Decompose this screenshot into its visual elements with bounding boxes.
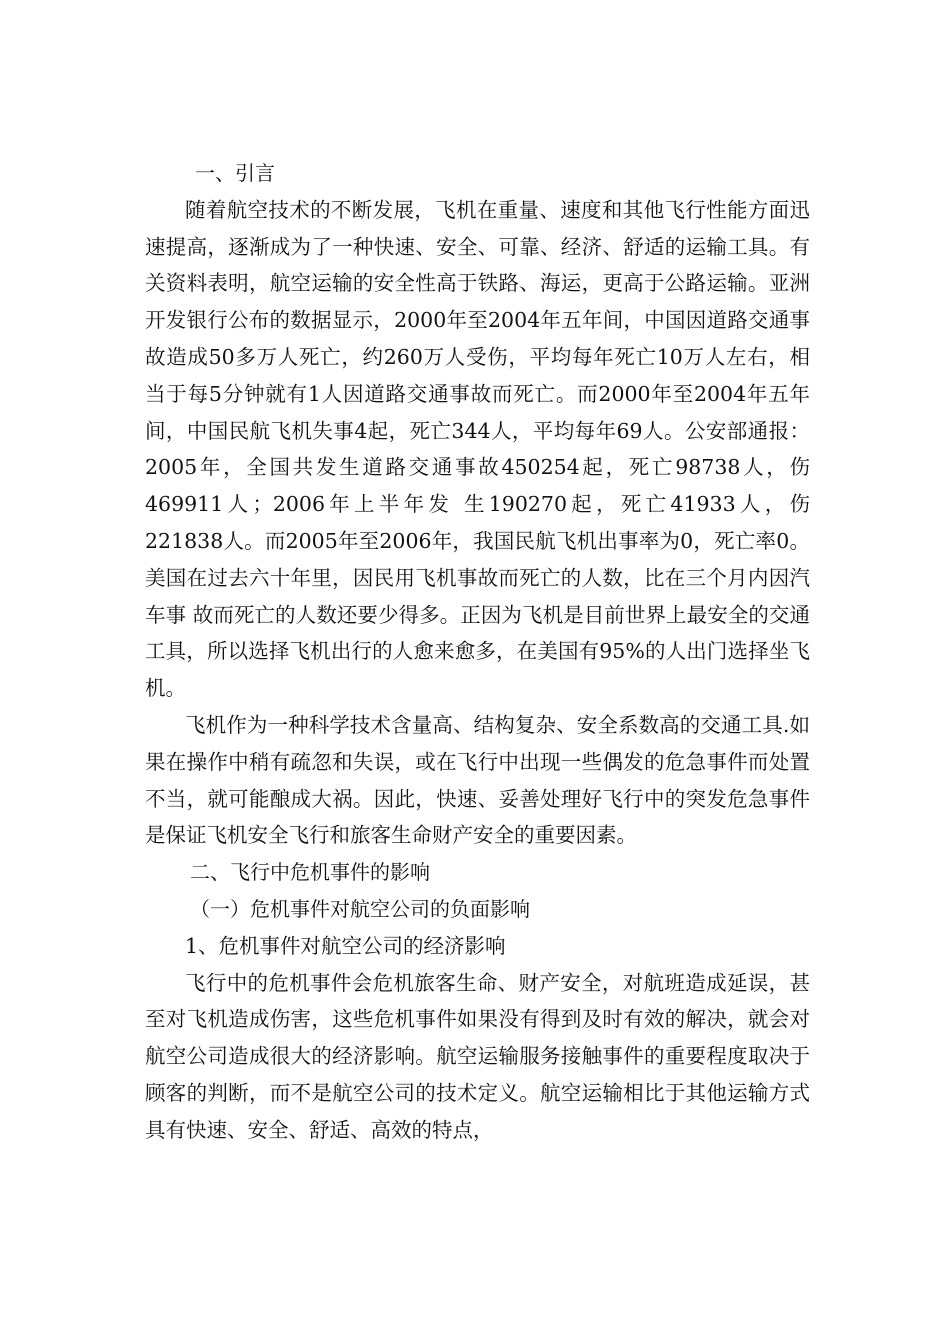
- subsection-heading: （一）危机事件对航空公司的负面影响: [190, 896, 530, 921]
- section-heading-impact: 二、飞行中危机事件的影响: [190, 860, 430, 885]
- document-body: [145, 155, 810, 1149]
- paragraph: 随着航空技术的不断发展，飞机在重量、速度和其他飞行性能方面迅速提高，逐渐成为了一种快速、安全、可靠、经济、舒适的运输工具。有关资料表明，航空运输的安全性高于铁路、海运，更高于公路运输。亚洲开发银行公布的数据显示，2000年至2004年五年间，中国因道路交通事故造成50多万人死亡，约260万人受伤，平均每年死亡10万人左右，相当于每5分钟就有1人因道路交通事故而死亡。而2000年至2004年五年间，中国民航飞机失事4起，死亡344人，平均每年69人。公安部通报： 2005年，全国共发生道路交通事故450254起，死亡98738人，伤469911人；2006年上半年发 生190270起，死亡41933人，伤221838人。而2005年至2006年，我国民航飞机出事率为0，死亡率0。美国在过去六十年里，因民用飞机事故而死亡的人数，比在三个月内因汽车事 故而死亡的人数还要少得多。正因为飞机是目前世界上最安全的交通工具，所以选择飞机出行的人愈来愈多，在美国有95%的人出门选择坐飞机。: [145, 197, 810, 701]
- paragraph: 飞机作为一种科学技术含量高、结构复杂、安全系数高的交通工具.如果在操作中稍有疏忽和失误，或在飞行中出现一些偶发的危急事件而处置不当，就可能酿成大祸。因此，快速、妥善处理好飞行中的突发危急事件是保证飞机安全飞行和旅客生命财产安全的重要因素。: [145, 712, 810, 848]
- paragraph: 飞行中的危机事件会危机旅客生命、财产安全，对航班造成延误，甚至对飞机造成伤害，这些危机事件如果没有得到及时有效的解决，就会对航空公司造成很大的经济影响。航空运输服务接触事件的重要程度取决于顾客的判断，而不是航空公司的技术定义。航空运输相比于其他运输方式具有快速、安全、舒适、高效的特点，: [145, 970, 810, 1142]
- list-item-heading: 1、危机事件对航空公司的经济影响: [185, 933, 506, 958]
- section-heading-introduction: 一、引言: [195, 161, 275, 185]
